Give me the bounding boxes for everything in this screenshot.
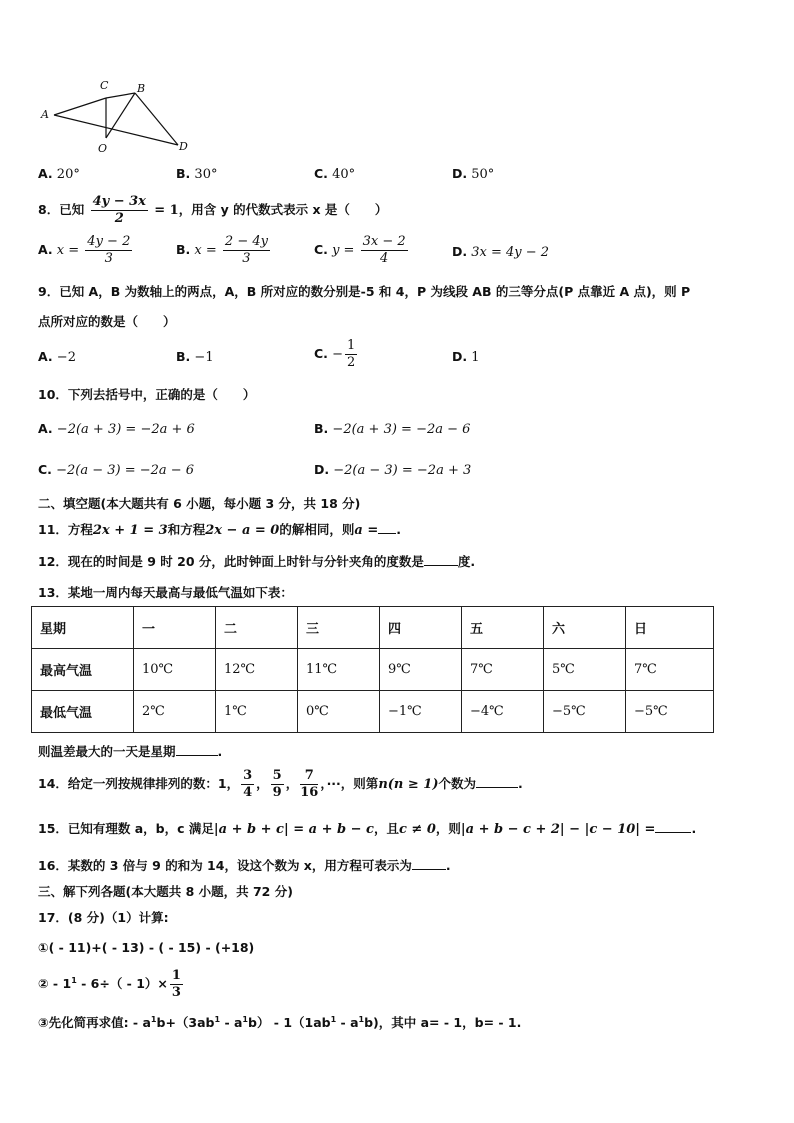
q9-option-b[interactable]: B. −1 xyxy=(176,349,214,365)
q10-option-a[interactable]: A. −2(a + 3) = −2a + 6 xyxy=(38,421,195,437)
figure-label-b: B xyxy=(137,82,146,95)
table-cell: 9℃ xyxy=(380,649,462,691)
figure-label-d: D xyxy=(179,140,188,153)
q7-option-b[interactable]: B. 30° xyxy=(176,166,218,182)
table-cell: −5℃ xyxy=(626,691,714,733)
table-row-high xyxy=(32,649,714,691)
figure-label-c: C xyxy=(100,79,109,92)
q9-option-d[interactable]: D. 1 xyxy=(452,349,480,365)
q9-option-a[interactable]: A. −2 xyxy=(38,349,76,365)
row-label: 最低气温 xyxy=(32,691,134,733)
table-row-low xyxy=(32,691,714,733)
table-cell: 1℃ xyxy=(216,691,298,733)
q9-stem-line1: 9．已知 A，B 为数轴上的两点，A，B 所对应的数分别是-5 和 4，P 为线段 AB 的三等分点(P 点靠近 A 点)，则 P xyxy=(38,284,691,299)
table-header-cell: 五 xyxy=(462,607,544,649)
q11-stem: 11．方程2x + 1 = 3和方程2x − a = 0的解相同，则a = . xyxy=(38,522,401,538)
q11-answer-blank[interactable] xyxy=(378,521,396,534)
table-cell: 7℃ xyxy=(626,649,714,691)
geometry-figure xyxy=(38,78,198,158)
table-cell: 10℃ xyxy=(134,649,216,691)
table-cell: −5℃ xyxy=(544,691,626,733)
q10-option-c[interactable]: C. −2(a − 3) = −2a − 6 xyxy=(38,462,195,478)
q8-option-b[interactable]: B. x = $\frac{2 - 4y}{3}$ xyxy=(176,234,268,266)
q7-option-d[interactable]: D. 50° xyxy=(452,166,495,182)
q12-answer-blank[interactable] xyxy=(424,553,458,566)
q8-option-c[interactable]: C. y = $\frac{3x - 2}{4}$ xyxy=(314,234,406,266)
q13-stem: 13．某地一周内每天最高与最低气温如下表： xyxy=(38,585,293,600)
q7-option-a[interactable]: A. 20° xyxy=(38,166,80,182)
q8-fraction: $\frac{4y - 3x}{2}$ xyxy=(92,194,146,226)
temperature-table xyxy=(31,606,714,733)
q15-stem: 15．已知有理数 a，b，c 满足|a + b + c| = a + b − c，且c ≠ 0，则|a + b − c + 2| − |c − 10| = . xyxy=(38,821,697,837)
q8-option-a[interactable]: A. x = $\frac{4y - 2}{3}$ xyxy=(38,234,131,266)
q14-stem: 14．给定一列按规律排列的数：1， $\frac{3}{4}$ ， $\frac{5}{9}$ ， $\frac{7}{16}$ ，···，则第n(n ≥ 1)个数为 . xyxy=(38,768,523,800)
table-cell: −4℃ xyxy=(462,691,544,733)
q15-answer-blank[interactable] xyxy=(655,820,691,833)
q17-stem: 17．(8 分)（1）计算: xyxy=(38,910,169,925)
q10-option-b[interactable]: B. −2(a + 3) = −2a − 6 xyxy=(314,421,471,437)
q13-question: 则温差最大的一天是星期 . xyxy=(38,744,223,759)
table-cell: −1℃ xyxy=(380,691,462,733)
q10-stem: 10．下列去括号中，正确的是（ ） xyxy=(38,387,256,402)
q14-answer-blank[interactable] xyxy=(476,775,518,788)
q9-option-c[interactable]: C. − $\frac{1}{2}$ xyxy=(314,338,356,370)
table-header-cell: 三 xyxy=(298,607,380,649)
table-header-cell: 二 xyxy=(216,607,298,649)
q16-answer-blank[interactable] xyxy=(412,857,446,870)
q17-part-1: ①( - 11)+( - 13) - ( - 15) - (+18) xyxy=(38,940,255,955)
table-cell: 2℃ xyxy=(134,691,216,733)
q16-stem: 16．某数的 3 倍与 9 的和为 14，设这个数为 x，用方程可表示为 . xyxy=(38,858,451,873)
table-cell: 7℃ xyxy=(462,649,544,691)
q17-part-2: ② - $1^1 - 6\div( - 1)\times$ $\frac{1}{3}$ xyxy=(38,968,181,1000)
q9-stem-line2: 点所对应的数是（ ） xyxy=(38,314,176,329)
figure-label-o: O xyxy=(98,142,108,155)
section-2-heading: 二、填空题(本大题共有 6 小题，每小题 3 分，共 18 分) xyxy=(38,496,361,511)
figure-label-a: A xyxy=(41,108,49,121)
table-cell: 11℃ xyxy=(298,649,380,691)
table-header-cell: 一 xyxy=(134,607,216,649)
q8-option-d[interactable]: D. 3x = 4y − 2 xyxy=(452,244,550,260)
table-cell: 12℃ xyxy=(216,649,298,691)
table-header-row xyxy=(32,607,714,649)
table-header-cell: 四 xyxy=(380,607,462,649)
q8-stem: 8．已知 $\frac{4y - 3x}{2}$ = 1，用含 y 的代数式表示 x 是（ ） xyxy=(38,194,388,226)
q12-stem: 12．现在的时间是 9 时 20 分，此时钟面上时针与分针夹角的度数是 度. xyxy=(38,554,476,569)
row-label: 最高气温 xyxy=(32,649,134,691)
table-header-cell: 星期 xyxy=(32,607,134,649)
table-cell: 5℃ xyxy=(544,649,626,691)
q7-option-c[interactable]: C. 40° xyxy=(314,166,356,182)
table-cell: 0℃ xyxy=(298,691,380,733)
q13-answer-blank[interactable] xyxy=(176,743,218,756)
table-header-cell: 六 xyxy=(544,607,626,649)
table-header-cell: 日 xyxy=(626,607,714,649)
q17-part-3: ③先化简再求值: - $a^1b+(3ab^1 - a^1b) - 1(1ab^1 - a^1b)$，其中 a= - 1，b= - 1. xyxy=(38,1014,522,1030)
section-3-heading: 三、解下列各题(本大题共 8 小题，共 72 分) xyxy=(38,884,293,899)
q10-option-d[interactable]: D. −2(a − 3) = −2a + 3 xyxy=(314,462,472,478)
